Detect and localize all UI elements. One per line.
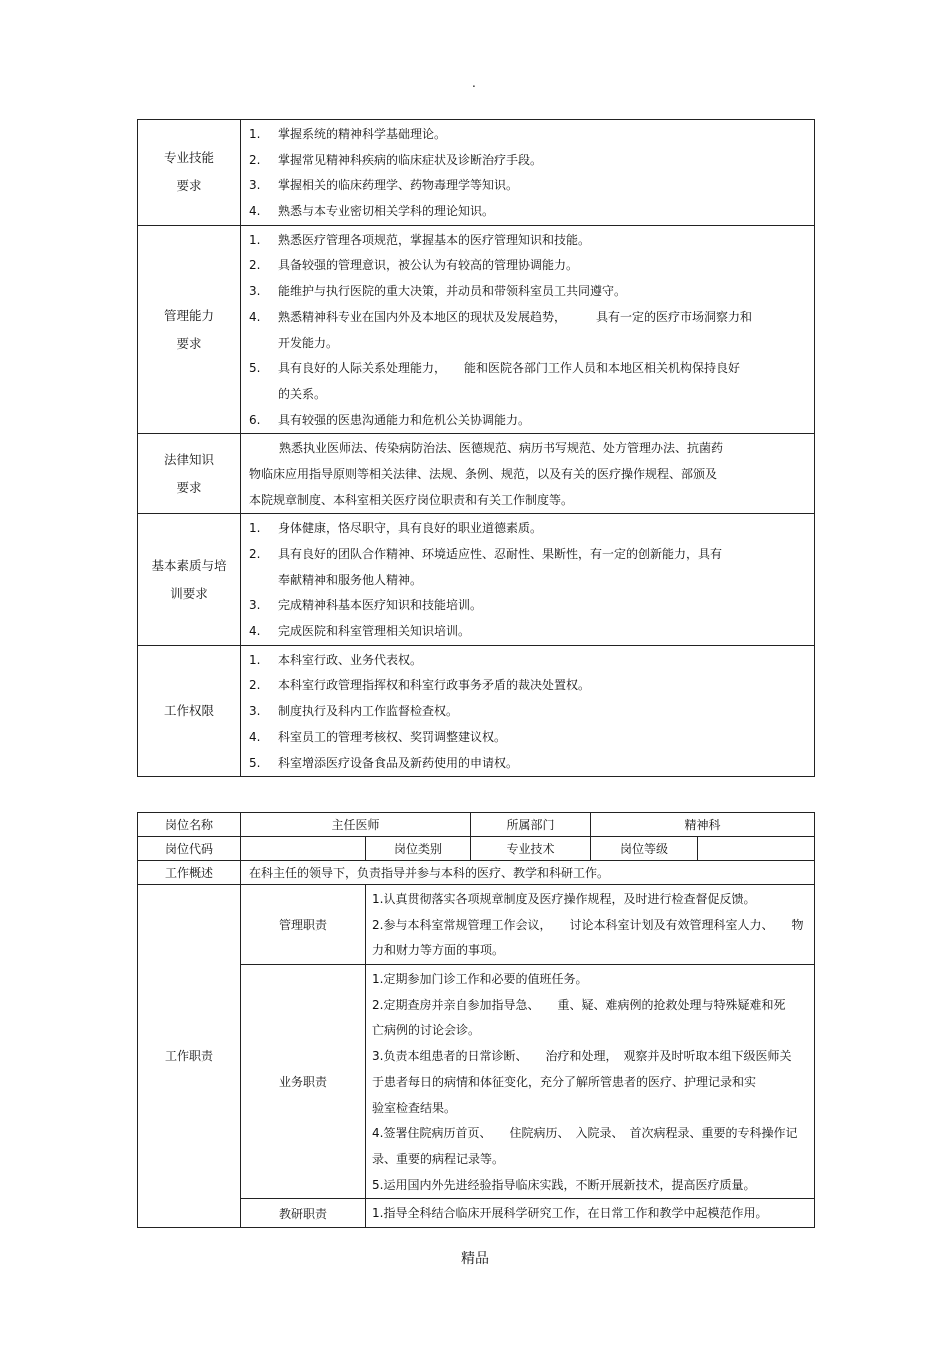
- list-item-text: 科室员工的管理考核权、奖罚调整建议权。: [278, 729, 507, 744]
- section-row: [138, 514, 815, 645]
- list-item-line: [249, 148, 802, 174]
- list-item-number: 3.: [249, 704, 261, 719]
- section-label: [138, 434, 241, 514]
- section-label-line: 管理能力: [163, 307, 214, 323]
- overview-label: 工作概述: [138, 861, 241, 885]
- section-label: [138, 225, 241, 434]
- section-label-line: 要求: [176, 479, 202, 495]
- post-code-label: 岗位代码: [138, 837, 241, 861]
- list-item-text: 熟悉精神科专业在国内外及本地区的现状及发展趋势， 具有一定的医疗市场洞察力和: [278, 309, 753, 324]
- section-content: [241, 434, 815, 514]
- list-item-line: [249, 173, 802, 199]
- list-item-line: [249, 648, 802, 674]
- duty-group-content: [366, 1199, 815, 1228]
- section-label: [138, 514, 241, 645]
- section-row: [138, 120, 815, 226]
- list-item-line: [249, 228, 802, 254]
- list-item-line: [249, 331, 802, 357]
- duty-group-content: [366, 885, 815, 965]
- list-item-text: 奉献精神和服务他人精神。: [278, 572, 423, 587]
- duty-item-line: 1.定期参加门诊工作和必要的值班任务。: [372, 972, 588, 987]
- post-name-label: 岗位名称: [138, 813, 241, 837]
- list-item-number: 2.: [249, 258, 261, 273]
- list-item-line: [249, 199, 802, 225]
- post-type-label: 岗位类别: [366, 837, 471, 861]
- list-item-text: 熟悉与本专业密切相关学科的理论知识。: [278, 204, 495, 219]
- list-item-text: 熟悉医疗管理各项规范，掌握基本的医疗管理知识和技能。: [278, 232, 591, 247]
- list-item-text: 身体健康，恪尽职守，具有良好的职业道德素质。: [278, 521, 543, 536]
- duty-group-content: [366, 965, 815, 1199]
- duty-item-line: 1.认真贯彻落实各项规章制度及医疗操作规程，及时进行检查督促反馈。: [372, 892, 756, 906]
- list-item-number: 6.: [249, 412, 261, 427]
- list-item-line: [249, 619, 802, 645]
- post-code-row: [138, 837, 815, 861]
- section-content: [241, 514, 815, 645]
- overview-value: 在科主任的领导下，负责指导并参与本科的医疗、教学和科研工作。: [241, 861, 815, 885]
- list-item-line: [249, 253, 802, 279]
- duty-item-line: 录、重要的病程记录等。: [372, 1151, 505, 1166]
- list-item-text: 完成医院和科室管理相关知识培训。: [278, 624, 471, 639]
- duty-item-line: 力和财力等方面的事项。: [372, 943, 505, 958]
- post-name-row: [138, 813, 815, 837]
- duty-item-line: 5.运用国内外先进经验指导临床实践，不断开展新技术，提高医疗质量。: [372, 1177, 756, 1192]
- header-mark: .: [472, 76, 476, 90]
- list-item-text: 制度执行及科内工作监督检查权。: [278, 704, 459, 719]
- list-item-text: 能维护与执行医院的重大决策，并动员和带领科室员工共同遵守。: [278, 284, 627, 299]
- post-type-value: 专业技术: [471, 837, 591, 861]
- section-label: [138, 645, 241, 776]
- list-item-text: 掌握系统的精神科学基础理论。: [278, 127, 447, 141]
- list-item-text: 完成精神科基本医疗知识和技能培训。: [278, 598, 483, 613]
- list-item-line: [249, 593, 802, 619]
- duty-group-label: 教研职责: [241, 1199, 366, 1228]
- paragraph-line: 熟悉执业医师法、传染病防治法、医德规范、病历书写规范、处方管理办法、抗菌药: [279, 441, 724, 456]
- duty-item-line: 亡病例的讨论会诊。: [372, 1023, 481, 1038]
- list-item-text: 本科室行政管理指挥权和科室行政事务矛盾的裁决处置权。: [278, 678, 591, 693]
- dept-value: 精神科: [591, 813, 815, 837]
- paragraph: [249, 436, 802, 513]
- list-item-number: 2.: [249, 547, 261, 561]
- duties-label: 工作职责: [138, 885, 241, 1228]
- list-item-text: 掌握相关的临床药理学、药物毒理学等知识。: [278, 178, 519, 193]
- list-item-number: 4.: [249, 309, 261, 324]
- list-item-text: 的关系。: [278, 386, 327, 401]
- list-item-number: 3.: [249, 178, 261, 193]
- post-level-value: [698, 837, 815, 861]
- list-item-line: [249, 356, 802, 382]
- list-item-number: 2.: [249, 678, 261, 693]
- section-label: [138, 120, 241, 226]
- list-item-number: 3.: [249, 284, 261, 299]
- list-item-line: [249, 725, 802, 751]
- list-item-number: 1.: [249, 521, 261, 536]
- list-item-number: 1.: [249, 127, 261, 141]
- list-item-line: [249, 122, 802, 148]
- list-item-text: 本科室行政、业务代表权。: [278, 652, 423, 667]
- list-item-line: [249, 751, 802, 777]
- requirements-table: [137, 119, 815, 777]
- paragraph-line: 物临床应用指导原则等相关法律、法规、条例、规范，以及有关的医疗操作规程、部颁及: [249, 466, 718, 481]
- post-level-label: 岗位等级: [591, 837, 698, 861]
- list-item-text: 掌握常见精神科疾病的临床症状及诊断治疗手段。: [278, 152, 543, 167]
- section-label-line: 工作权限: [163, 702, 214, 718]
- list-item-text: 具有良好的人际关系处理能力， 能和医院各部门工作人员和本地区相关机构保持良好: [278, 361, 741, 376]
- list-item-number: 2.: [249, 152, 261, 167]
- section-label-line: 法律知识: [163, 451, 214, 467]
- section-label-line: 训要求: [170, 585, 208, 601]
- section-row: [138, 225, 815, 434]
- duty-row: [138, 885, 815, 965]
- duty-group-label: 管理职责: [241, 885, 366, 965]
- list-item-line: [249, 542, 802, 568]
- section-content: [241, 120, 815, 226]
- job-info-table: [137, 812, 815, 1228]
- list-item-text: 科室增添医疗设备食品及新药使用的申请权。: [278, 755, 519, 770]
- list-item-number: 3.: [249, 598, 261, 613]
- section-row: [138, 434, 815, 514]
- list-item-line: [249, 699, 802, 725]
- list-item-text: 具备较强的管理意识，被公认为有较高的管理协调能力。: [278, 258, 579, 273]
- section-label-line: 要求: [176, 335, 202, 351]
- list-item-text: 具有良好的团队合作精神、环境适应性、忍耐性、果断性，有一定的创新能力，具有: [278, 547, 723, 561]
- list-item-line: [249, 305, 802, 331]
- list-item-line: [249, 279, 802, 305]
- footer-text: 精品: [461, 1251, 489, 1267]
- list-item-line: [249, 568, 802, 594]
- section-row: [138, 645, 815, 776]
- list-item-number: 4.: [249, 204, 261, 219]
- duty-item-line: 4.签署住院病历首页、 住院病历、 入院录、 首次病程录、重要的专科操作记: [372, 1126, 798, 1141]
- list-item-number: 1.: [249, 652, 261, 667]
- list-item-number: 1.: [249, 232, 261, 247]
- post-code-value: [241, 837, 366, 861]
- list-item-line: [249, 516, 802, 542]
- duty-item-line: 1.指导全科结合临床开展科学研究工作，在日常工作和教学中起模范作用。: [372, 1206, 768, 1221]
- duty-item-line: 3.负责本组患者的日常诊断、 治疗和处理， 观察并及时听取本组下级医师关: [372, 1049, 792, 1064]
- duty-item-line: 于患者每日的病情和体征变化，充分了解所管患者的医疗、护理记录和实: [372, 1074, 757, 1089]
- list-item-text: 开发能力。: [278, 335, 339, 350]
- section-content: [241, 225, 815, 434]
- section-label-line: 基本素质与培: [151, 557, 227, 573]
- post-name-value: 主任医师: [241, 813, 471, 837]
- list-item-number: 4.: [249, 624, 261, 639]
- section-label-line: 要求: [176, 178, 202, 194]
- list-item-line: [249, 673, 802, 699]
- list-item-text: 具有较强的医患沟通能力和危机公关协调能力。: [278, 412, 531, 427]
- paragraph-line: 本院规章制度、本科室相关医疗岗位职责和有关工作制度等。: [249, 492, 574, 507]
- section-content: [241, 645, 815, 776]
- list-item-line: [249, 408, 802, 434]
- list-item-number: 5.: [249, 361, 261, 376]
- duty-group-label: 业务职责: [241, 965, 366, 1199]
- duty-item-line: 2.参与本科室常规管理工作会议， 讨论本科室计划及有效管理科室人力、 物: [372, 917, 804, 932]
- list-item-line: [249, 382, 802, 408]
- overview-row: [138, 861, 815, 885]
- section-label-line: 专业技能: [163, 150, 214, 166]
- dept-label: 所属部门: [471, 813, 591, 837]
- duty-item-line: 2.定期查房并亲自参加指导急、 重、疑、难病例的抢救处理与特殊疑难和死: [372, 997, 786, 1012]
- duty-item-line: 验室检查结果。: [372, 1100, 457, 1115]
- list-item-number: 5.: [249, 755, 261, 770]
- list-item-number: 4.: [249, 729, 261, 744]
